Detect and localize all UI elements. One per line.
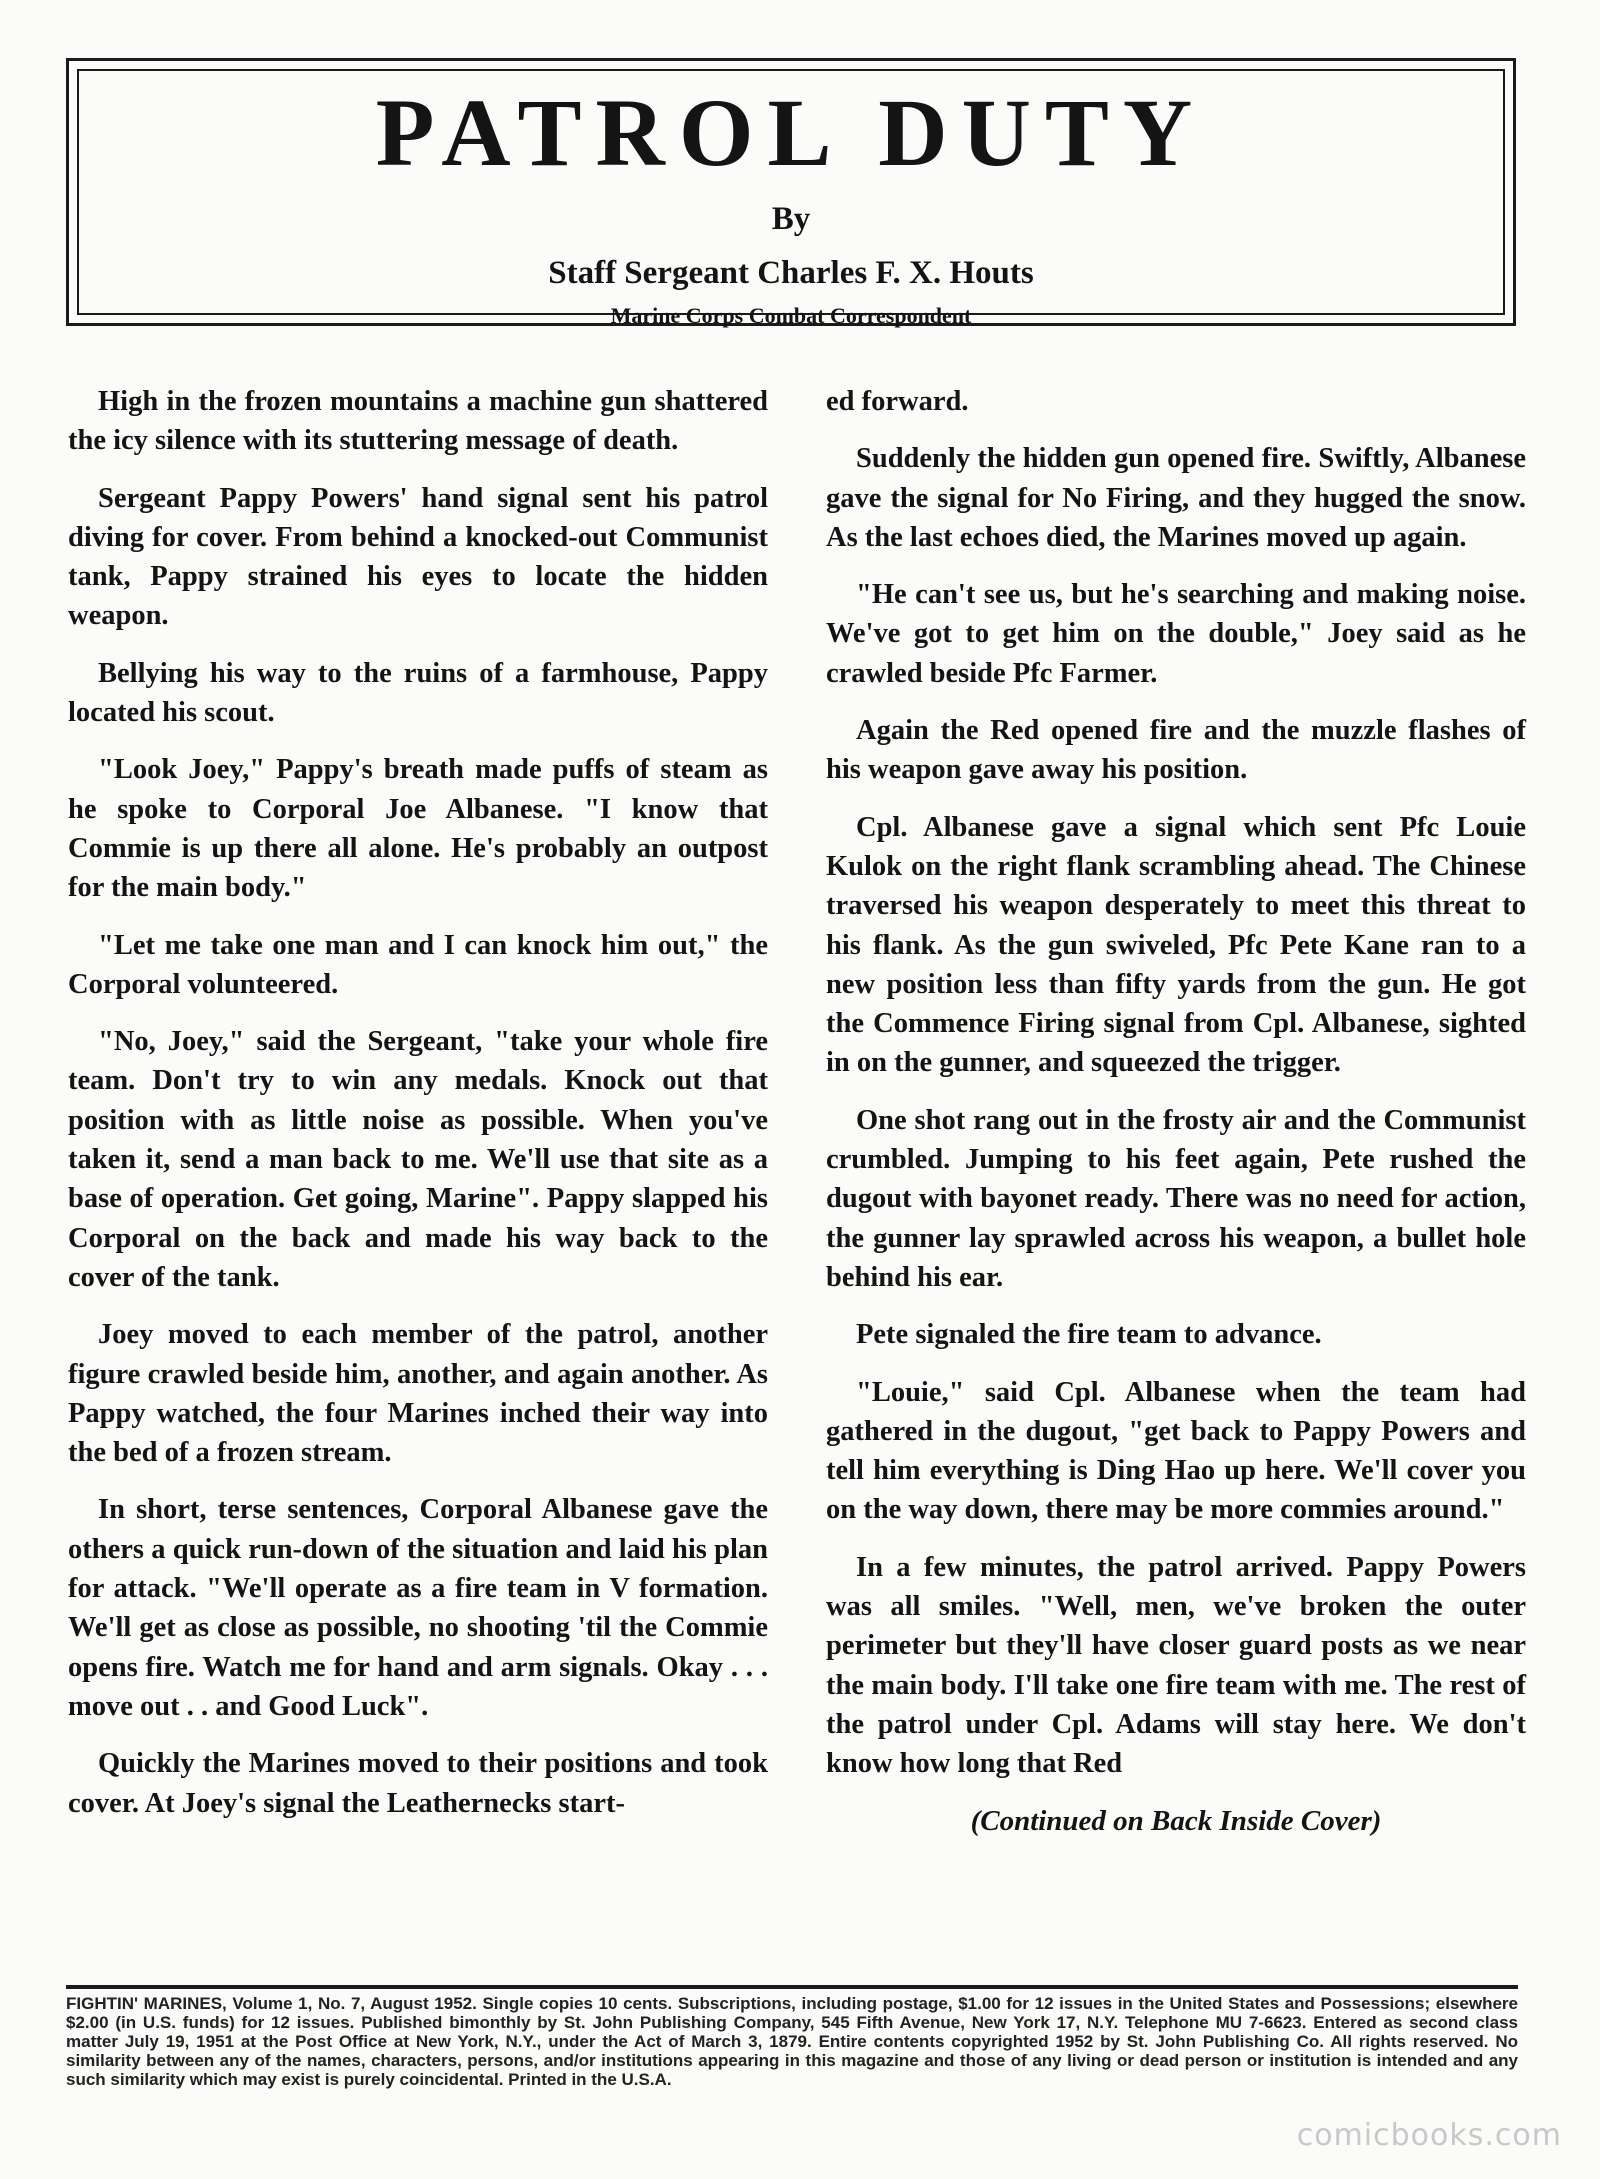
paragraph: "Let me take one man and I can knock him out," the Corporal volunteered. <box>68 929 768 1000</box>
left-column <box>68 382 768 1841</box>
paragraph: Quickly the Marines moved to their positions and took cover. At Joey's signal the Leathernecks start- <box>68 1748 768 1819</box>
watermark: comicbooks.com <box>1296 2118 1562 2153</box>
paragraph: Again the Red opened fire and the muzzle flashes of his weapon gave away his position. <box>826 715 1526 786</box>
paragraph: "No, Joey," said the Sergeant, "take your whole fire team. Don't try to win any medals. Knock out that position with as little noise as possible. When you've taken it, send a man back to me. We'll use that site as a base of operation. Get going, Marine". Pappy slapped his Corporal on the back and made his way back to the cover of the tank. <box>68 1026 768 1293</box>
paragraph: One shot rang out in the frosty air and the Communist crumbled. Jumping to his feet again, Pete rushed the dugout with bayonet ready. There was no need for action, the gunner lay sprawled across his weapon, a bullet hole behind his ear. <box>826 1104 1526 1293</box>
paragraph: "Look Joey," Pappy's breath made puffs of steam as he spoke to Corporal Joe Albanese. "I know that Commie is up there all alone. He's probably an outpost for the main body." <box>68 754 768 904</box>
paragraph: In a few minutes, the patrol arrived. Pappy Powers was all smiles. "Well, men, we've broken the outer perimeter but they'll have closer guard posts as we near the main body. I'll take one fire team with me. The rest of the patrol under Cpl. Adams will stay here. We don't know how long that Red <box>826 1551 1526 1780</box>
paragraph: Cpl. Albanese gave a signal which sent Pfc Louie Kulok on the right flank scrambling ahead. The Chinese traversed his weapon desperately to meet this threat to his flank. As the gun swiveled, Pfc Pete Kane ran to a new position less than fifty yards from the gun. He got the Commence Firing signal from Cpl. Albanese, sighted in on the gunner, and squeezed the trigger. <box>826 811 1526 1079</box>
author-name: Staff Sergeant Charles F. X. Houts <box>548 255 1034 292</box>
author-affiliation: Marine Corps Combat Correspondent <box>610 302 972 328</box>
article-title: PATROL DUTY <box>375 79 1207 186</box>
paragraph: Joey moved to each member of the patrol, another figure crawled beside him, another, and again another. As Pappy watched, the four Marines inched their way into the bed of a frozen stream. <box>68 1319 768 1469</box>
paragraph-continuation: ed forward. <box>826 386 969 417</box>
byline: By <box>771 201 811 237</box>
paragraph: "Louie," said Cpl. Albanese when the team had gathered in the dugout, "get back to Pappy Powers and tell him everything is Ding Hao up here. We'll cover you on the way down, there may be more commies around." <box>826 1376 1526 1526</box>
paragraph: Sergeant Pappy Powers' hand signal sent his patrol diving for cover. From behind a knocked-out Communist tank, Pappy strained his eyes to locate the hidden weapon. <box>68 482 768 632</box>
title-box-inner <box>77 69 1505 328</box>
paragraph: High in the frozen mountains a machine gun shattered the icy silence with its stuttering message of death. <box>68 386 768 457</box>
footer-rule <box>66 1985 1518 1989</box>
publication-notice: FIGHTIN' MARINES, Volume 1, No. 7, August 1952. Single copies 10 cents. Subscriptions, including postage, $1.00 for 12 issues in the United States and Possessions; elsewhere $2.00 (in U.S. funds) for 12 issues. Published bimonthly by St. John Publishing Company, 545 Fifth Avenue, New York 17, N.Y. Telephone MU 7-6623. Entered as second class matter July 19, 1951 at the Post Office at New York, N.Y., under the Act of March 3, 1879. Entire contents copyrighted 1952 by St. John Publishing Co. All rights reserved. No similarity between any of the names, characters, persons, and/or institutions appearing in this magazine and those of any living or dead person or institution is intended and any such similarity which may exist is purely coincidental. Printed in the U.S.A. <box>66 1994 1518 2089</box>
paragraph: In short, terse sentences, Corporal Albanese gave the others a quick run-down of the situation and laid his plan for attack. "We'll operate as a fire team in V formation. We'll get as close as possible, no shooting 'til the Commie opens fire. Watch me for hand and arm signals. Okay . . . move out . . and Good Luck". <box>68 1494 768 1722</box>
paragraph: Bellying his way to the ruins of a farmhouse, Pappy located his scout. <box>68 657 768 729</box>
paragraph: Pete signaled the fire team to advance. <box>856 1319 1322 1351</box>
paragraph: "He can't see us, but he's searching and making noise. We've got to get him on the double," Joey said as he crawled beside Pfc Farmer. <box>826 579 1526 689</box>
right-column <box>826 382 1526 1841</box>
continued-note: (Continued on Back Inside Cover) <box>970 1804 1382 1837</box>
paragraph: Suddenly the hidden gun opened fire. Swiftly, Albanese gave the signal for No Firing, and they hugged the snow. As the last echoes died, the Marines moved up again. <box>826 443 1526 553</box>
title-box <box>66 58 1516 326</box>
